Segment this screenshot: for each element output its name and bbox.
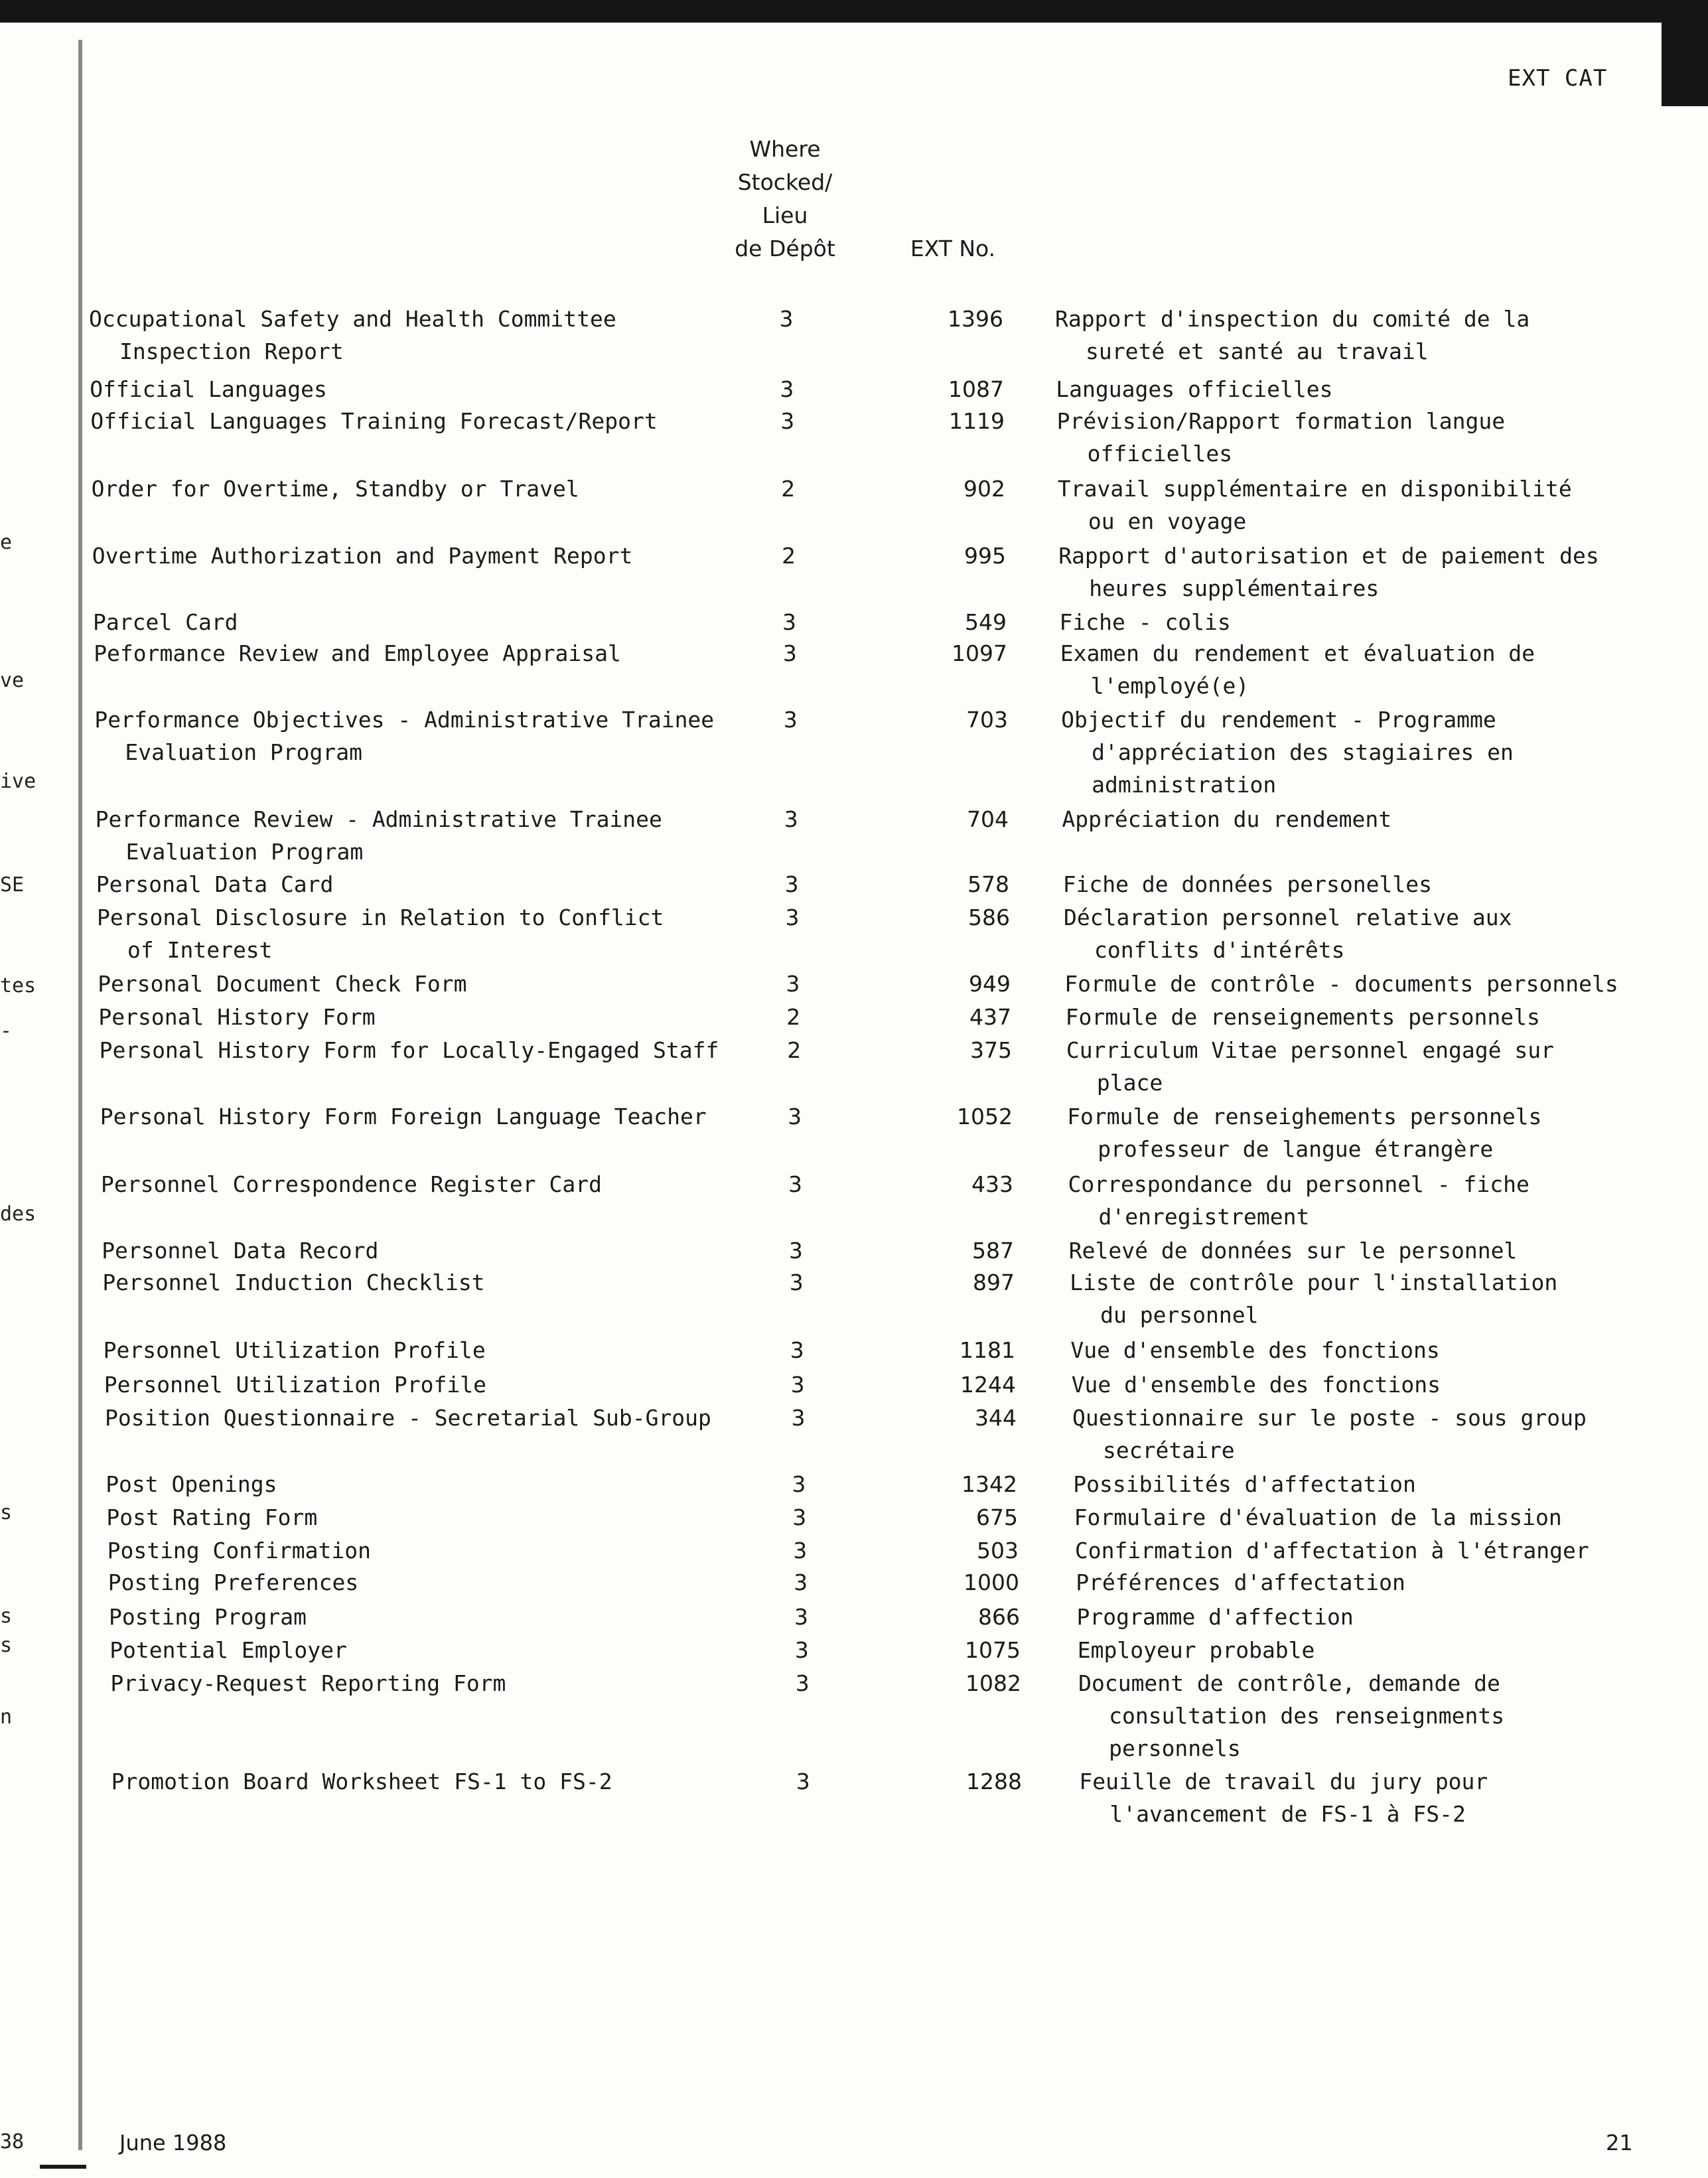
stock-location: 2 (786, 1004, 801, 1030)
form-title-en-line: Performance Objectives - Administrative Trainee (94, 707, 715, 733)
form-title-fr-line: Programme d'affection (1076, 1604, 1354, 1630)
form-title-en (89, 303, 779, 368)
form-title-en (100, 1034, 790, 1066)
form-title-fr-line: heures supplémentaires (1089, 575, 1380, 601)
scan-corner-shadow (1662, 0, 1708, 106)
form-title-en-line: Evaluation Program (125, 739, 363, 765)
form-title-en-line: Personal Data Card (96, 871, 334, 897)
stock-location: 3 (788, 1238, 803, 1264)
form-title-fr (1063, 868, 1673, 901)
ext-number: 897 (973, 1270, 1015, 1295)
form-title-en-line: Official Languages Training Forecast/Report (90, 408, 658, 434)
stock-location: 2 (782, 543, 796, 569)
form-title-en-line: Overtime Authorization and Payment Report (92, 543, 633, 569)
form-title-fr-line: Liste de contrôle pour l'installation (1070, 1270, 1558, 1295)
form-title-fr-line: Feuille de travail du jury pour (1079, 1769, 1488, 1794)
margin-fragment: n (0, 1706, 13, 1729)
form-title-fr (1073, 1468, 1683, 1500)
stock-location: 3 (792, 1471, 806, 1497)
ext-number: 1082 (965, 1670, 1021, 1696)
form-title-fr (1064, 968, 1675, 1000)
form-title-fr (1064, 901, 1674, 966)
margin-fragment: - (0, 1019, 13, 1043)
form-title-fr-line: ou en voyage (1088, 508, 1247, 534)
form-title-fr (1056, 373, 1666, 405)
stock-location: 3 (786, 971, 800, 997)
form-title-fr (1061, 703, 1672, 801)
form-title-fr-line: Possibilités d'affectation (1073, 1471, 1416, 1497)
form-title-en (102, 1266, 792, 1299)
ext-number: 1052 (957, 1104, 1013, 1129)
ext-number: 995 (964, 543, 1006, 569)
form-title-fr (1058, 540, 1669, 605)
ext-number: 1288 (966, 1769, 1022, 1794)
header-line: de Dépôt (735, 236, 835, 261)
stock-location: 3 (782, 609, 796, 635)
form-title-fr (1068, 1168, 1679, 1233)
margin-fragment: ve (0, 669, 25, 692)
form-title-en-line: Personal History Form Foreign Language Teacher (100, 1104, 707, 1129)
ext-number: 1396 (948, 306, 1003, 332)
margin-fragment: s (0, 1634, 13, 1657)
form-title-fr-line: secrétaire (1103, 1437, 1235, 1463)
form-title-fr-line: Examen du rendement et évaluation de (1060, 640, 1535, 666)
form-title-en (94, 637, 784, 670)
form-title-fr-line: l'employé(e) (1090, 673, 1249, 699)
form-title-fr-line: consultation des renseignments (1109, 1703, 1505, 1729)
form-title-fr-line: Vue d'ensemble des fonctions (1071, 1372, 1441, 1398)
form-title-en (92, 540, 782, 572)
form-title-en-line: Order for Overtime, Standby or Travel (91, 476, 579, 502)
stock-location: 3 (789, 1270, 804, 1295)
form-title-en (109, 1634, 800, 1666)
form-title-fr-line: d'enregistrement (1098, 1204, 1310, 1230)
form-title-fr-line: Correspondance du personnel - fiche (1068, 1171, 1530, 1197)
form-title-en-line: Personnel Correspondence Register Card (101, 1171, 602, 1197)
margin-fragment: 38 (0, 2130, 25, 2153)
stock-location: 2 (781, 476, 796, 502)
form-title-fr (1057, 405, 1668, 470)
form-title-en (111, 1765, 802, 1798)
ext-number: 703 (966, 707, 1008, 733)
ext-number: 1244 (960, 1372, 1016, 1398)
margin-fragment: ive (0, 770, 36, 793)
ext-number: 433 (971, 1171, 1013, 1197)
ext-number: 1119 (949, 408, 1005, 434)
ext-number: 586 (968, 905, 1010, 930)
stock-location: 3 (792, 1504, 807, 1530)
binding-foot (40, 2165, 86, 2169)
form-title-fr (1070, 1334, 1681, 1366)
form-title-en (92, 472, 782, 505)
form-title-fr-line: d'appréciation des stagiaires en (1092, 739, 1514, 765)
stock-location: 3 (782, 640, 797, 666)
binding-line (78, 40, 82, 2150)
form-title-en-line: Personal History Form for Locally-Engaged Staff (99, 1037, 719, 1063)
form-title-fr (1069, 1234, 1679, 1267)
form-title-fr-line: professeur de langue étrangère (1098, 1136, 1494, 1162)
form-title-fr (1055, 303, 1666, 368)
form-title-en (102, 1234, 792, 1267)
scan-top-edge (0, 0, 1708, 23)
form-title-fr-line: Relevé de données sur le personnel (1068, 1238, 1518, 1264)
ext-number: 587 (972, 1238, 1014, 1264)
form-title-fr-line: Travail supplémentaire en disponibilité (1057, 476, 1572, 502)
form-title-en (97, 901, 787, 966)
ext-number: 704 (967, 806, 1009, 832)
form-title-en-line: Occupational Safety and Health Committee (89, 306, 616, 332)
stock-location: 3 (779, 306, 794, 332)
ext-number: 1075 (965, 1637, 1021, 1663)
form-title-fr (1066, 1001, 1676, 1033)
ext-number: 902 (963, 476, 1005, 502)
stock-location: 3 (785, 905, 800, 930)
header-line: Where (749, 136, 821, 162)
form-title-fr-line: conflits d'intérêts (1094, 937, 1345, 963)
stock-location: 3 (784, 871, 799, 897)
form-title-fr-line: du personnel (1100, 1302, 1259, 1328)
ext-number: 578 (967, 871, 1009, 897)
form-title-fr-line: sureté et santé au travail (1086, 338, 1429, 364)
form-title-en-line: Potential Employer (109, 1637, 347, 1663)
form-title-en-line: Performance Review - Administrative Trainee (95, 806, 662, 832)
ext-number: 1181 (960, 1337, 1015, 1363)
margin-fragment: e (0, 531, 13, 554)
form-title-en (93, 606, 783, 638)
form-title-en (94, 703, 784, 768)
ext-number: 866 (978, 1604, 1020, 1630)
form-title-fr-line: Document de contrôle, demande de (1078, 1670, 1500, 1696)
form-title-fr-line: Appréciation du rendement (1062, 806, 1392, 832)
stock-location: 3 (788, 1171, 802, 1197)
margin-fragment: tes (0, 974, 36, 997)
form-title-en-line: Personnel Data Record (102, 1238, 379, 1264)
form-title-fr-line: Questionnaire sur le poste - sous group (1072, 1405, 1587, 1431)
form-title-en (100, 1100, 790, 1133)
form-title-fr-line: place (1096, 1070, 1163, 1096)
form-title-en-line: Personal Document Check Form (98, 971, 467, 997)
form-title-fr-line: Vue d'ensemble des fonctions (1070, 1337, 1440, 1363)
form-title-en-line: Privacy-Request Reporting Form (110, 1670, 506, 1696)
stock-location: 3 (795, 1670, 810, 1696)
margin-fragment: SE (0, 873, 25, 897)
form-title-fr (1078, 1667, 1689, 1765)
form-title-fr-line: Objectif du rendement - Programme (1061, 707, 1496, 733)
form-title-en (104, 1368, 794, 1401)
form-title-en (90, 373, 780, 405)
form-title-en-line: Peformance Review and Employee Appraisal (94, 640, 621, 666)
stock-location: 3 (780, 408, 795, 434)
stock-location: 3 (794, 1637, 809, 1663)
ext-number: 437 (969, 1004, 1011, 1030)
form-title-en-line: Post Rating Form (106, 1504, 318, 1530)
page-number: 21 (1606, 2130, 1633, 2155)
form-title-fr-line: Prévision/Rapport formation langue (1056, 408, 1506, 434)
form-title-fr (1075, 1534, 1685, 1567)
form-title-fr (1072, 1402, 1683, 1467)
col-header-ext: EXT No. (910, 236, 996, 261)
form-title-en (98, 968, 788, 1000)
form-title-en-line: Evaluation Program (125, 839, 364, 865)
form-title-fr-line: Curriculum Vitae personnel engagé sur (1066, 1037, 1554, 1063)
form-title-en-line: Position Questionnaire - Secretarial Sub-Group (105, 1405, 711, 1431)
form-title-en-line: Post Openings (106, 1471, 277, 1497)
form-title-en-line: Personnel Utilization Profile (103, 1337, 486, 1363)
form-title-fr-line: l'avancement de FS-1 à FS-2 (1109, 1801, 1466, 1827)
stock-location: 3 (793, 1538, 808, 1563)
form-title-fr-line: Rapport d'autorisation et de paiement des (1058, 543, 1599, 569)
form-title-en-line: Parcel Card (93, 609, 238, 635)
form-title-fr-line: Formule de contrôle - documents personnels (1064, 971, 1618, 997)
stock-location: 3 (796, 1769, 810, 1794)
form-title-fr-line: Formulaire d'évaluation de la mission (1074, 1504, 1562, 1530)
form-title-fr (1070, 1266, 1680, 1331)
form-title-fr (1060, 606, 1670, 638)
form-title-en-line: Personal Disclosure in Relation to Conflict (97, 905, 664, 930)
form-title-fr-line: Rapport d'inspection du comité de la (1055, 306, 1530, 332)
stock-location: 3 (794, 1569, 808, 1595)
stock-location: 2 (787, 1037, 802, 1063)
ext-number: 949 (969, 971, 1011, 997)
form-title-en (110, 1667, 800, 1700)
ext-number: 549 (965, 609, 1007, 635)
form-title-en (90, 405, 780, 437)
form-title-en-line: Personnel Induction Checklist (102, 1270, 485, 1295)
form-title-fr-line: Employeur probable (1077, 1637, 1315, 1663)
form-title-fr (1078, 1634, 1688, 1666)
form-title-fr-line: personnels (1109, 1735, 1241, 1761)
form-title-en (98, 1001, 788, 1033)
form-title-en (106, 1468, 796, 1500)
form-title-fr (1066, 1034, 1677, 1099)
margin-fragment: s (0, 1501, 13, 1524)
stock-location: 3 (791, 1405, 806, 1431)
ext-number: 1342 (961, 1471, 1017, 1497)
form-title-fr-line: officielles (1087, 441, 1233, 467)
margin-fragment: des (0, 1202, 36, 1226)
ext-number: 1000 (963, 1569, 1019, 1595)
header-line: Lieu (762, 202, 808, 228)
form-title-en (101, 1168, 791, 1200)
form-title-en-line: Inspection Report (119, 338, 344, 364)
form-title-fr-line: Déclaration personnel relative aux (1064, 905, 1512, 930)
form-title-fr (1058, 472, 1668, 538)
form-title-fr (1072, 1368, 1682, 1401)
stock-location: 3 (788, 1104, 802, 1129)
ext-number: 503 (977, 1538, 1019, 1563)
form-title-fr-line: Languages officielles (1056, 376, 1333, 402)
catalog-tag: EXT CAT (1508, 65, 1608, 92)
form-title-en (105, 1402, 795, 1434)
form-title-en-line: Posting Preferences (107, 1569, 359, 1595)
ext-number: 1087 (948, 376, 1004, 402)
header-line: Stocked/ (737, 169, 833, 195)
form-title-en (107, 1534, 798, 1567)
form-title-en-line: Official Languages (90, 376, 327, 402)
form-title-fr-line: Préférences d'affectation (1076, 1569, 1405, 1595)
ext-number: 375 (970, 1037, 1012, 1063)
ext-number: 344 (975, 1405, 1017, 1431)
margin-fragment: s (0, 1605, 13, 1628)
form-title-fr (1060, 637, 1671, 702)
form-title-en (108, 1566, 798, 1599)
form-title-en (96, 803, 786, 868)
form-title-fr-line: Formule de renseignements personnels (1065, 1004, 1540, 1030)
form-title-en-line: Posting Program (109, 1604, 307, 1630)
form-title-en-line: Posting Confirmation (107, 1538, 371, 1563)
form-title-en-line: Personnel Utilization Profile (104, 1372, 486, 1398)
ext-number: 1097 (952, 640, 1007, 666)
form-title-en (104, 1334, 794, 1366)
form-title-fr-line: Formule de renseighements personnels (1067, 1104, 1542, 1129)
form-title-en-line: Promotion Board Worksheet FS-1 to FS-2 (111, 1769, 612, 1794)
col-header-stocked (715, 133, 855, 265)
form-title-en (109, 1601, 799, 1633)
form-title-en (106, 1501, 796, 1534)
form-title-fr (1076, 1566, 1686, 1599)
form-title-fr-line: Fiche de données personelles (1062, 871, 1432, 897)
stock-location: 3 (790, 1337, 804, 1363)
form-title-fr (1077, 1601, 1687, 1633)
stock-location: 3 (790, 1372, 805, 1398)
footer-date: June 1988 (119, 2130, 227, 2155)
stock-location: 3 (794, 1604, 808, 1630)
form-title-en-line: of Interest (127, 937, 273, 963)
form-title-fr-line: Confirmation d'affectation à l'étranger (1074, 1538, 1589, 1563)
form-title-en-line: Personal History Form (98, 1004, 376, 1030)
form-title-fr (1074, 1501, 1685, 1534)
stock-location: 3 (780, 376, 794, 402)
form-title-fr-line: administration (1092, 772, 1277, 798)
stock-location: 3 (783, 707, 798, 733)
form-title-fr (1079, 1765, 1689, 1830)
stock-location: 3 (784, 806, 798, 832)
form-title-fr-line: Fiche - colis (1059, 609, 1231, 635)
form-title-fr (1062, 803, 1672, 835)
ext-number: 675 (976, 1504, 1018, 1530)
form-title-en (96, 868, 786, 901)
form-title-fr (1067, 1100, 1677, 1165)
